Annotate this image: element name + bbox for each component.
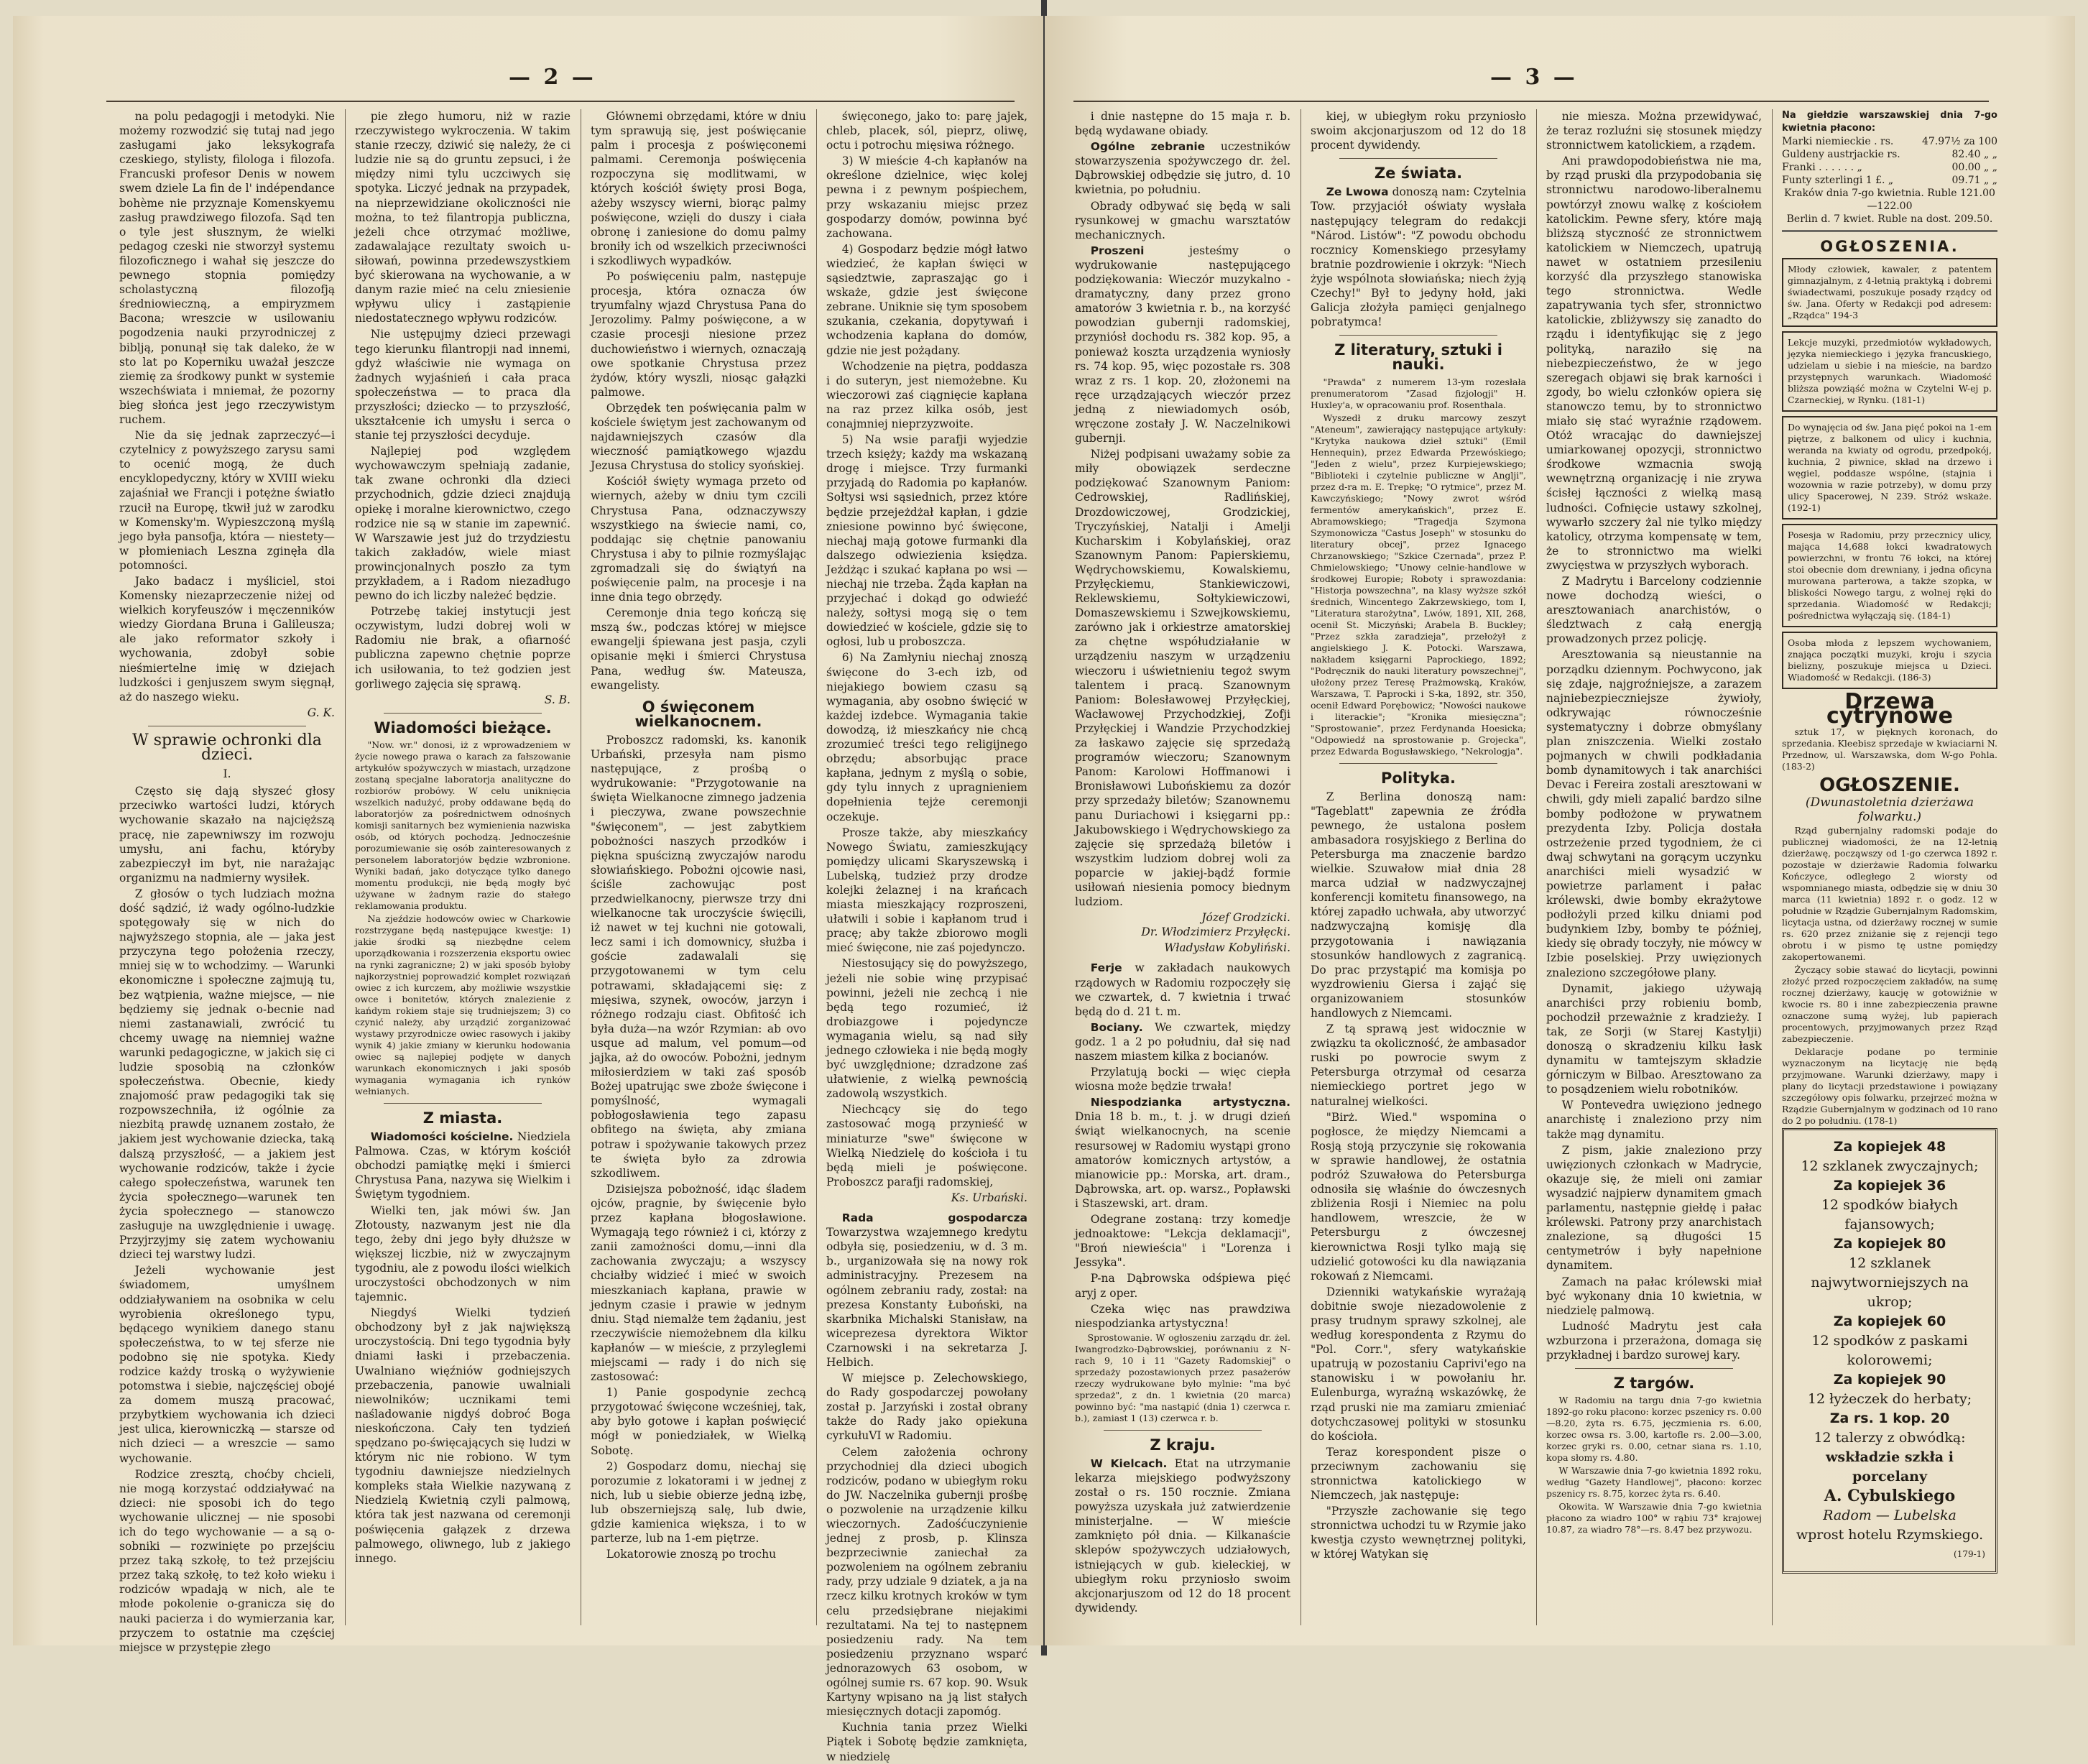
paragraph: We czwartek, między godz. 1 a 2 po południu, dał się nad naszem miastem kilka z bocianów. [1075,1020,1290,1063]
currency-label: Marki niemieckie . rs. [1782,136,1894,147]
paragraph: Dnia 18 b. m., t. j. w drugi dzień świąt wielkanocnych, na scenie resursowej w Radomiu wystąpi grono amatorów komicznych artystów, a mianowicie pp.: Morska, art. dram., Dąbrowska, art. op. warsz., Popławski i Staszewski, art. dram. [1075,1110,1290,1210]
paragraph: Dzisiejsza pobożność, idąc śladem ojców, pragnie, by święcenie było przez kapłana błogosławione. Wymagają tego również i ci, którzy z zanii zamożności domu,—inni dla zachowania zwyczaju; a wszyscy chciałby widzieć i mieć w swoich mieszkaniach kapłana, prawie w jednym czasie i prawie w jednym dniu. Stąd niemalże tem żądaniu, jest rzeczywiście niemożebnem dla kilku kapłanów — w mieście, z przyleglemi miejscami — rady i do nich się zastosować: [591,1182,806,1384]
paragraph: Niechcący się do tego zastosować mogą przynieść w miniaturze "swe" święcone w Wielką Niedzielę do kościoła i tu będą mieli je poświęcone. Proboszcz parafji radomskiej, [826,1103,1027,1188]
separator [384,713,542,714]
paragraph: 3) W mieście 4-ch kapłanów na określone dzielnice, więc kolej pewna i z pewnym pośpiechem, przy wskazaniu miejsc przez gospodarzy domów, powinna być zachowana. [826,154,1027,240]
notice-text: Deklaracje podane po terminie wyznaczonym na licytację nie będą przyjmowane. Warunki dzierżawy, mapy i plany do licytacji przedstawione i powiązany szczegółowy opis folwarku, przejrzeć można w Rządzie Gubernjalnym w godzinach od 10 rano do 2 po południu. (178-1) [1782,1045,1997,1126]
page-2 [13,16,1043,1763]
paragraph: Teraz korespondent pisze o przeciwnym zachowaniu się stronnictwa katolickiego w Niemczech, jak następuje: [1311,1445,1526,1502]
column-2 [355,109,570,1625]
exchange-row [1782,174,1997,187]
paragraph: Ani prawdopodobieństwa nie ma, by rząd pruski dla przypodobania się stronnictwu narodowo-liberalnemu powtórzył znowu walkę z kościołem katolickim. Pewne sfery, które mają bliższą styczność ze stronnictwem katolickiem w Niemczech, upatrują nawet w ostatniem przesileniu korzyść dla przyszłego stanowiska tego stronnictwa. Wedle zapatrywania tych sfer, stronnictwo katolickie, zbliżywszy się zanadto do rządu i identyfikując się z jego polityką, naraziło się na niebezpieczeństwo, że w jego szeregach objawi się brak karności i zgody, bo wielu członków opiera się stanowczo temu, by to stronnictwo miało się stać wyraźnie rządowem. Otóż wracając do dawniejszej umiarkowanej opozycji, stronnictwo środkowe wzmacnia swoją wewnętrzną organizację i nie zrywa ścisłej łączności z wielką masą ludności. Cofnięcie ustawy szkolnej, wywarło szczery żal nie tylko między katolicy, otrzyma kompensatę w tem, że to stronnictwo ma wielki zwycięstwa w przyszłych wyborach. [1546,154,1762,572]
paragraph: "Przyszłe zachowanie się tego stronnictwa uchodzi tu w Rzymie jako kwestja czysto wewnętrznej polityki, w której Watykan się [1311,1505,1526,1561]
paragraph: Rodzice zresztą, choćby chcieli, nie mogą korzystać oddziaływać na dzieci: nie sposobi ich do tego wychowanie ulicznej — nie sposobi ich do tego wychowanie — a są o-sobniki — rozwinięte po przejściu przez taką szkołę, to też przejściu przez taką szkołę, to też koło wieku i rodziców wpadają w nich, ale te młode pokolenie o-granicza się do nauki pacierza i do wymierzania kar, przyczem to ostatnie ma częściej miejsce w przystępie złego [119,1467,335,1654]
shop-address: wprost hotelu Rzymskiego. [1796,1526,1984,1543]
item-head: Ogólne zebranie [1090,140,1206,154]
column-1 [1075,109,1290,1625]
price-item: 12 talerzy z obwódką: [1814,1429,1966,1446]
item-head: Ze Lwowa [1326,185,1389,199]
price-line: Za kopiejek 60 [1833,1313,1946,1329]
page-number: — 3 — [1490,65,1578,90]
price-item: 12 spodków białych fajansowych; [1821,1196,1959,1232]
paragraph: Ceremonje dnia tego kończą się mszą św., podczas której w miejsce ewangelji śpiewana jest pasja, czyli opisanie męki i śmierci Chrystusa Pana, według św. Mateusza, ewangelisty. [591,606,806,692]
paragraph: 5) Na wsie parafji wyjedzie trzech księży; każdy ma wskazaną drogę i miejsce. Trzy furmanki przyjadą do Radomia po kapłanów. Sołtysi wsi sąsiednich, przez które będzie przejeżdżał kapłan, i gdzie zniesione powinno być święcone, niechaj mają gotowe furmanki dla dalszego odwiezienia księdza. Jeżdżąc i szukać kapłana po wsi — niechaj nie trzeba. Żąda kapłan na przyjechać i dokąd go odwieźć należy, sołtysi mogą się o tem dowiedzieć w kościele, gdzie się to ogłosi, lub u proboszcza. [826,433,1027,649]
exchange-berlin: Berlin d. 7 kwiet. Ruble na dost. 209.50. [1786,213,1993,225]
paragraph: święconego, jako to: parę jajek, chleb, placek, sól, pieprz, oliwę, octu i potrochu mięsiwa różnego. [826,110,1027,152]
paragraph: Aresztowania są nieustannie na porządku dziennym. Pochwycono, jak się zdaje, najgroźniejsze, a zarazem najniebezpieczniejsze żywioły, odkrywając równocześnie systematyczny i dobrze obmyślany plan zniszczenia. Wielki zostało pojmanych w chwili podkładania bomb dynamitowych i tak anarchiści Devac i Fereira zostali aresztowani w chwili, gdy mieli zapalić bardzo silne bomby podłożone w prywatnem prezydenta Izby. Policja dostała ostrzeżenie przed tygodniem, że ci dwaj schwytani na gorącym uczynku anarchiści mieli wysadzić w powietrze parlament i pałac królewski, dwie bomby ekrażytowe podłożyli przed kilku dniami pod budynkiem Izby, bomby te później, kiedy się obrady toczyły, nie mówcy w Izbie poselskiej. Przy uwięzionych znaleziono szczegółowe plany. [1546,648,1762,979]
item-head: Niespodzianka artystyczna. [1090,1096,1290,1109]
market-report: Okowita. W Warszawie dnia 7-go kwietnia płacono za wiadro 100° w rąbiu 73° krajowej 10.87, za wiadro 78°—rs. 8.47 bez przywozu. [1546,1501,1762,1536]
paragraph: Jeżeli wychowanie jest świadomem, umyślnem oddziaływaniem na osobnika w celu wyrobienia określonego typu, będącego wynikiem danego stanu społeczeństwa, to w tej sferze nie podobno się nie spotyka. Kiedy rodzice każdy troską o wyżywienie potomstwa i siebie, najczęściej obojé za domem muszą pracować, przybytkiem wychowania ich dzieci jest ulica, kierowniczką — starsze od nich dzieci — a wreszcie — samo wychowanie. [119,1264,335,1465]
notice-text: Rząd gubernjalny radomski podaje do publicznej wiadomości, że na 12-letnią dzierżawę, począwszy od 1-go czerwca 1892 r. pozostaje w dzierżawie Radomia folwarku Kończyce, odległego 2 wiorsty od wspomnianego miasta, odbędzie się w dniu 30 marca (11 kwietnia) 1892 r. o godz. 12 w południe w Rządzie Gubernjalnym Radomskim, licytacja ustna, od dzierżawy rocznej w sumie rs. 620 przez zniżanie się z rejencji tego obrotu i w pismo tę ustne pomiędzy zakopertowanemi. [1782,824,1997,962]
paragraph: Przylatują bocki — więc ciepła wiosna może będzie trwała! [1075,1066,1290,1094]
paragraph: Z pism, jakie znaleziono przy uwięzionych członkach w Madrycie, okazuje się, że mieli oni zamiar wysadzić najpierw dynamitem gmach parlamentu, następnie giełdę i pałac królewski. Patrony przy anarchistach znalezione, są długości 15 centymetrów i były napełnione dynamitem. [1546,1143,1762,1273]
paragraph: Z Berlina donoszą nam: "Tageblatt" zapewnia ze źródła pewnego, że ustalona posłem ambasadora rosyjskiego z Berlina do Petersburga ma znaczenie bardzo wielkie. Szuwałow miał dnia 28 marca udział w nadzwyczajnej konferencji komitetu finansowego, na której zapadło uchwała, aby utworzyć nadzwyczajną komisję dla przygotowania i nawiązania stosunków handlowych z zagranicą. Do prac przystąpić ma komisja po wyzdrowieniu Giersa i zająć się organizowaniem stosunków handlowych z Niemcami. [1311,790,1526,1020]
section-heading: Z literatury, sztuki i nauki. [1334,341,1502,374]
separator [1104,1430,1262,1431]
paragraph: kiej, w ubiegłym roku przyniosło swoim akcjonarjuszom od 12 do 18 procent dywidendy. [1311,110,1526,152]
paragraph: "Birż. Wied." wspomina o pogłosce, że między Niemcami a Rosją stoją przyczynie się rokowania w sprawie handlowej, że ostatnia podróż Szuwałowa do Petersburga odnosiła się właśnie do ówczesnych zbliżenia Rosji i Niemiec na polu handlowem, wreszcie, że w Petersburgu z ówczesnej kierownictwa Rosji tylko mają się udzielić gotowości ku dla nawiązania rokowań z Niemcami. [1311,1110,1526,1283]
exchange-krakow: Kraków dnia 7-go kwietnia. Ruble 121.00—122.00 [1784,188,1995,212]
paragraph: Wyszedł z druku marcowy zeszyt "Ateneum", zawierający następujące artykuły: "Krytyka naukowa dzieł sztuki" (Emil Hennequin), przez Edwarda Przewóskiego; "Jeden z wielu", przez Kurpiejewskiego; "Biblioteki i czytelnie publiczne w Anglji", przez d-ra m. E. Trepkę; "O rytmice", przez M. Kawczyńskiego; "Nowy zwrot wśród fermentów amerykańskich", przez E. Abramowskiego; "Tragedja Szymona Szymonowicza "Castus Joseph" w stosunku do literatury obcej", przez Ignacego Chrzanowskiego; "Szkice Czernada", przez P. Chmielowskiego; "Unowy celnie-handlowe w środkowej Europie; Roboty i sprawozdania: "Historja powszechna", na klasy wyższe szkół średnich, Wincentego Zakrzewskiego, tom I, "Literatura starożytna", Lwów, 1891, XII, 268, ocenił St. Miczyński; Arabela B. Buckley; "Przez szkła zaradzieja", przełożył z angielskiego J. K. Potocki. Warszawa, nakładem księgarni Paprockiego, 1892; "Podręcznik do nauki literatury powszechnej", ułożony przez Teresę Prażmowską, Kraków, Warszawa, T. Paprocki i S-ka, 1892, str. 350, ocenił Edward Porębowicz; "Nowości naukowe i literackie"; "Kronika miesięczna"; "Sprostowanie", przez Ferdynanda Hoesicka; "Odpowiedź na sprostowanie p. Grojecka", przez Edwarda Bogusławskiego, "Nekrologja". [1311,412,1526,757]
paragraph: Dynamit, jakiego używają anarchiści przy robieniu bomb, pochodził przeważnie z kradzieży. I tak, ze Sorji (w Starej Kastylji) donoszą o skradzeniu kilku łask dynamitu w tamtejszym składzie górniczym w Bilbao. Aresztowano za to posądzeniem wielu robotników. [1546,982,1762,1096]
exchange-row [1782,148,1997,161]
signature: G. K. [307,706,335,719]
classified-ad: Lekcje muzyki, przedmiotów wykładowych, języka niemieckiego i języka francuskiego, udzielam u siebie i na mieście, na bardzo przystępnych warunkach. Wiadomość bliższa powziąść można w Czytelni W-ej p. Czarneckiej, w Rynku. (181-1) [1782,331,1997,412]
currency-rate: 00.00 „ „ [1951,162,1997,173]
separator [384,1103,542,1104]
column-3 [1546,109,1762,1625]
exchange-head: Na giełdzie warszawskiej dnia 7-go kwietnia płacono: [1782,110,1997,134]
currency-label: Guldeny austrjackie rs. [1782,149,1900,160]
column-rule [1536,109,1537,1625]
paragraph: Etat na utrzymanie lekarza miejskiego podwyższony został o rs. 150 rocznie. Zmiana powyższa uzyskała już zatwierdzenie ministerjalne. — W mieście zamknięto pół dnia. — Kilkanaście sklepów spożywczych udziałowych, istniejących w gub. kieleckiej, w ubiegłym roku przyniosło swoim akcjonarjuszom od 12 do 18 procent dywidendy. [1075,1456,1290,1615]
section-heading: O święconem wielkanocnem. [634,698,762,730]
price-item: 12 szklanek zwyczajnych; [1801,1158,1979,1174]
price-line: Za kopiejek 48 [1833,1138,1946,1155]
paragraph: Obrady odbywać się będą w sali rysunkowej w gmachu warsztatów mechanicznych. [1075,199,1290,241]
price-item: 12 łyżeczek do herbaty; [1807,1390,1972,1407]
item-head: Proszeni [1090,244,1145,257]
news-item: Na zjeździe hodowców owiec w Charkowie rozstrzygane będą następujące kwestje: 1) jakie środki są niezbędne celem uporządkowania i rozszerzenia eksportu owiec na rynki zagraniczne; 2) w jaki sposób byłoby najkorzystniej poprowadzić komplet rozwiązań owiec z ich kurczem, aby możliwie wszystkie owce i bonitetów, których znalezienie z kańdym rokiem staje się trudniejszem; 3) co czynić należy, aby urządzić zorganizować wystawy przyrodnicze owiec rasowych i jakiby wynik 4) jakie zmiany w kierunku hodowania owiec są najlepiej podjęte w danych warunkach ekonomicznych i jaki sposób wymagania wymagania ich rynków wełnianych. [355,913,570,1096]
exchange-row [1782,135,1997,148]
ad-subtitle: (Dwunastoletnia dzierżawa folwarku.) [1805,795,1974,825]
section-heading: OGŁOSZENIA. [1820,238,1959,255]
shop-intro: wskładzie szkła i porcelany [1826,1449,1954,1484]
paragraph: Niedziela Palmowa. Czas, w którym kościół obchodzi pamiątkę męki i śmierci Chrystusa Pana, nazywa się Wielkim i Świętym tygodniem. [355,1130,570,1201]
paragraph: Lokatorowie znoszą po trochu [606,1548,777,1561]
price-line: Za kopiejek 90 [1833,1371,1946,1387]
paragraph: na polu pedagogji i metodyki. Nie możemy rozwodzić się tutaj nad jego zasługami jako leksykografa czeskiego, stylisty, filologa i filozofa. Francuski profesor Denis w nowem swem dziele La fin de l' indépendance bohème nie przyznaje Komenskyemu zasług prawdziwego filozofa. Sąd ten o tyle jest słusznym, że wielki pedagog czeski nie stworzył systemu filozoficznego i wahał się jeszcze do pewnego stopnia pomiędzy scholastyczną filozofją średniowieczną, a empiryzmem Bacona; wreszcie w usilowaniu pogodzenia nauki przyrodniczej z biblją, ponunął się tak daleko, że w sto lat po Koperniku uważał jeszcze ziemię za środkowy punkt w systemie wszechświata i mniemał, że pozorny bieg słońca jest jego rzeczywistym ruchem. [119,110,335,426]
paragraph: nie miesza. Można przewidywać, że teraz rozluźni się stosunek między stronnictwem katolickiem, a rządem. [1546,110,1762,152]
paragraph: Po poświęceniu palm, następuje procesja, która oznacza ów tryumfalny wjazd Chrystusa Pana do Jerozolimy. Palmy poświęcone, a w czasie procesji niesione przez duchowieństwo i wiernych, oznaczają owe spotkanie Chrystusa przez żydów, który wyszli, niosąc gałązki palmowe. [591,270,806,399]
column-2 [1311,109,1526,1625]
item-head: Bociany. [1090,1020,1143,1034]
separator [1575,1368,1733,1369]
paragraph: Wchodzenie na piętra, poddasza i do suteryn, jest niemożebne. Ku wieczorowi zaś ciągnięcie kapłana na raz przez kilka osób, jest conajmniej nieprzyzwoite. [826,359,1027,430]
signature: Józef Grodzicki. [1201,911,1290,925]
section-number: I. [223,767,231,781]
separator [1782,230,1997,232]
paragraph: Głównemi obrzędami, które w dniu tym sprawują się, jest poświęcanie palm i procesja z poświęconemi palmami. Ceremonja poświęcenia rozpoczyna się modlitwami, w których kościół święty prosi Boga, ażeby wszyscy wierni, biorąc palmy poświęcone, wzięli do duszy i ciała obronę i zaniesione do domu palmy broniły ich od wszelkich przeciwności i szkodliwych wypadków. [591,110,806,267]
paragraph: Nie ustępujmy dzieci przewagi tego kierunku filantropji nad innemi, gdyż właściwie nie wymaga on żadnych wyjaśnień i cała praca społeczeństwa — to praca dla przyszłości; dziecko — to przyszłość, ukształcenie ich umysłu i serca o stanie tej przyszłości decyduje. [355,328,570,443]
price-item: 12 spodków z paskami kolorowemi; [1811,1332,1968,1368]
currency-label: Funty szterlingi 1 £. „ [1782,175,1894,186]
column-rule [1772,109,1773,1625]
currency-rate: 82.40 „ „ [1951,149,1997,160]
paragraph: pie złego humoru, niż w razie rzeczywistego wykroczenia. W takim stanie rzeczy, dziwić się należy, że ci ludzie nie są do gruntu zepsuci, i że między nimi tylu uczciwych się spotyka. Liczyć jednak na przypadek, na nieprzewidziane okoliczności nie można, to też filantropja publiczna, jeżeli chce otrzymać możliwe, zadawalające rezultaty swoich u-siłowań, powinna przedewszystkiem być skierowana na wychowanie, a w danym razie mieć na celu zniesienie wpływu ulicy i zastąpienie niedostatecznego wpływu rodziców. [355,110,570,325]
classified-ad: Młody człowiek, kawaler, z patentem gimnazjalnym, z 4-letnią praktyką i dobremi świadectwami, poszukuje posady rządcy od św. Jana. Oferty w Redakcji pod adresem: „Rządca" 194-3 [1782,258,1997,327]
paragraph: W miejsce p. Zelechowskiego, do Rady gospodarczej powołany został p. Jarzyński i został obrany także do Rady jako opiekuna cyrkułuVI w Radomiu. [826,1372,1027,1443]
paragraph: Nie da się jednak zaprzeczyć—i czytelnicy z powyższego zarysu sami to ocenić mogą, że duch encyklopedyczny, który w XVIII wieku zajaśniał we Francji i potężne światło rzucił na Europę, tkwił już w zarodku w Komensky'm. Wypieszczoną myślą jego była pansofja, która — niestety—w płomieniach Leszna zginęła dla potomności. [119,429,335,572]
column-4 [826,109,1027,1763]
news-item: "Now. wr." donosi, iż z wprowadzeniem w życie nowego prawa o karach za fałszowanie artykułów spożywczych w miastach, urządzone zostaną specjalne laboratorja analityczne do rozbiorów probówy. W celu uniknięcia wszelkich nadużyć, proby oddawane będą do laboratorjów za pośrednictwem odnośnych komisji sanitarnych bez wymienienia nazwiska osób, od których pochodzą. Jednocześnie porozumiewanie się osób zainteresowanych z personelem laboratorjów będzie wzbronione. Wyniki badań, jako dotyczące tylko danego momentu produkcji, nie będą mogły być używane w żadnym razie do stałego reklamowania produktu. [355,739,570,911]
currency-rate: 09.71 „ „ [1951,175,1997,186]
paragraph: Celem założenia ochrony przychodniej dla dzieci ubogich rodziców, podano w ubiegłym roku do JW. Naczelnika gubernji prośbę o pozwolenie na urządzenie kilku wieczornych. Zadośćuczynienie jednej z prosb, p. Klinsza bezprzeciwnie zaniechał za pozwoleniem na ogólnem zebraniu rady, przy udziale 9 dziatek, a ja na rzecz kilku krotnych kroków w tym celu przedsiębrane niejakimi rezultatami. Na tej to następnem posiedzeniu rady. Na tem posiedzeniu przyznano wsparć jednorazowych 63 osobom, w ogólnej sumie rs. 67 kop. 90. Wsuk Kartyny wpisano na ją list stałych miesięcznych dotacji zapomóg. [826,1445,1027,1719]
paragraph: Potrzebę takiej instytucji jest oczywistym, ludzi dobrej woli w Radomiu nie brak, a ofiarność publiczna zapewno chętnie poprze ich usiłowania, to też godzien jest gorliwego zajęcia się sprawą. [355,605,570,691]
paragraph: P-na Dąbrowska odśpiewa pięć aryj z oper. [1075,1272,1290,1300]
column-rule [345,109,346,1625]
item-head: Rada gospodarcza [841,1211,1027,1225]
classified-ad: Osoba młoda z lepszem wychowaniem, znająca początki muzyki, kroju i szycia bielizny, poszukuje miejsca u Dzieci. Wiadomość w Redakcji. (186-3) [1782,632,1997,689]
column-4 [1782,109,1997,1625]
price-line: Za rs. 1 kop. 20 [1829,1410,1950,1426]
separator [1339,335,1497,336]
section-heading: Ze świata. [1374,165,1463,183]
page-3 [1045,16,2075,1645]
paragraph: Niżej podpisani uważamy sobie za miły obowiązek serdeczne podziękować Szanownym Paniom: Cedrowskiej, Radlińskiej, Drozdowiczowej, Grodzickiej, Tryczyńskiej, Natalji i Amelji Kucharskim i Kobylańskiej, oraz Szanownym Panom: Papierskiemu, Wędrychowskiemu, Kowalskiemu, Przyłęckiemu, Stankiewiczowi, Reklewskiemu, Sołtykiewiczowi, Domaszewskiemu i Szwejkowskiemu, zarówno jak i orkiestrze amatorskiej za chętne współudziałanie w urządzeniu naszym w urządzeniu wieczoru i uświetnieniu tegoż swym talentem i pracą. Szanownym Paniom: Bolesławowej Przyłęckiej, Wacławowej Przychodzkiej, Zofji Przyłęckiej i Wandzie Przychodzkiej za łaskawo zajęcie się sprzedażą programów wieczoru; Szanownym Panom: Karolowi Hoffmanowi i Bronisławowi Lubońskiemu za dozór przy sprzedaży biletów; Szanownemu panu Duriachowi i księgarni pp.: Jakubowskiego i Wędrychowskiego za zajęcie się sprzedażą biletów i wszystkim ludziom dobrej woli za poparcie w jakiej-bądź formie usiłowań niesienia pomocy biednym ludziom. [1075,448,1290,909]
paragraph: W Pontevedra uwięziono jednego anarchistę i znaleziono przy nim także mąg dynamitu. [1546,1099,1762,1141]
paragraph: 2) Gospodarz domu, niechaj się porozumie z lokatorami i w jednej z nich, lub u siebie obierze jedną izbę, lub obszerniejszą salę, lub dwie, gdzie kamienica większa, i to w parterze, lub na 1-em piętrze. [591,1459,806,1546]
column-1 [119,109,335,1654]
ad-headline: Drzewa cytrynowe [1826,689,1954,729]
item-head: Wiadomości kościelne. [370,1130,514,1144]
paragraph: Towarzystwa wzajemnego kredytu odbyła się, posiedzeniu, w d. 3 m. b., urganizowała się na nowy rok administracyjny. Prezesem na ogólnem zebraniu rady, został: na prezesa Konstanty Łuboński, na skarbnika Michalski Stanisław, na wiceprezesa dyrektora Wiktor Czarnowski i na sekretarza J. Helbich. [826,1226,1027,1369]
classified-ad: Posesja w Radomiu, przy przecznicy ulicy, mająca 14,688 łokci kwadratowych powierzchni, w frontu 76 łokci, na której stoi obecnie dom drewniany, i jedna oficyna murowana parterowa, a także szopka, w bliskości Nowego targu, z wolnej ręki do sprzedania. Wiadomość w Redakcji; pośrednictwa wyłączają się. (184-1) [1782,524,1997,627]
paragraph: Obrzędek ten poświęcania palm w kościele świętym jest zachowanym od najdawniejszych czasów dla wieczność pamiątkowego wjazdu Jezusa Chrystusa do stolicy syońskiej. [591,401,806,473]
paragraph: Najlepiej pod względem wychowawczym spełniają zadanie, tak zwane ochronki dla dzieci przychodnich, gdzie dzieci znajdują opiekę i moralne kierownictwo, czego rodzice nie są w stanie im zapewnić. W Warszawie jest już do trzydziestu takich zakładów, wiele miast prowincjonalnych poszło za tym przykładem, a i Radom niezadługo pewno do ich liczby należeć będzie. [355,445,570,603]
paragraph: uczestników stowarzyszenia spożywczego dr. żel. Dąbrowskiej odbędzie się jutro, d. 10 kwietnia, po południu. [1075,140,1290,197]
market-report: W Radomiu na targu dnia 7-go kwietnia 1892-go roku płacono: korzec pszenicy rs. 0.00—8.20, żyta rs. 6.75, jęczmienia rs. 6.00, korzec owsa rs. 3.00, kartofle rs. 2.00—3.00, korzec gryki rs. 0.00, cetnar siana rs. 1.10, kopa słomy rs. 4.80. [1546,1395,1762,1464]
signature: Dr. Włodzimierz Przyłęcki. [1141,925,1290,939]
paragraph: jesteśmy o wydrukowanie następującego podziękowania: Wieczór muzykalno - dramatyczny, dany przez grono amatorów 3 kwietnia r. b., na korzyść powodzian gubernji radomskiej, przyniósł dochodu rs. 382 kop. 95, a ponieważ koszta urządzenia wyniosły rs. 74 kop. 95, więc pozostałe rs. 308 wraz z rs. 1 kop. 20, złożonemi na ręce urządzających wieczór przez jedną z niewiadomych osób, wręczone zostały J. W. Naczelnikowi gubernji. [1075,244,1290,445]
paragraph: i dnie następne do 15 maja r. b. będą wydawane obiady. [1075,110,1290,138]
paragraph: Niestosujący się do powyższego, jeżeli nie sobie winę przypisać powinni, jeżeli nie zechcą i nie będą tego rozumieć, iż drobiazgowe i pojedyncze wymagania wielu, są nad siły jednego człowieka i nie będą mogły być uwzględnione; dzradzone zaś ułatwienie, z wielką pewnością zadowolą wszystkich. [826,957,1027,1101]
item-head: W Kielcach. [1090,1456,1168,1470]
signature: S. B. [544,693,570,706]
paragraph: Ludność Madrytu jest cała wzburzona i przerażona, domaga się przykładnej i bardzo surowej kary. [1546,1319,1762,1362]
section-heading: W sprawie ochronki dla dzieci. [132,731,322,765]
classified-ad: sztuk 17, w pięknych koronach, do sprzedania. Kleebisz sprzedaje w kwiaciarni N. Przednow, ul. Warszawska, dom W-go Pohla. (183-2) [1782,726,1997,772]
correction-notice: Sprostowanie. W ogłoszeniu zarządu dr. żel. Iwangrodzko-Dąbrowskiej, porównaniu z N-rach 9, 10 i 11 "Gazety Radomskiej" o sprzedaży pozostawionych przez pasażerów rzeczy wydrukowane było mylnie: "ma być sprzedaż", z dn. 1 kwietnia (20 marca) powinno być: "ma nastąpić (dnia 1) czerwca r. b.), zamiast 1 (13) czerwca r. b. [1075,1331,1290,1423]
paragraph: Kościół święty wymaga przeto od wiernych, ażeby w dniu tym czcili Chrystusa Pana, odznaczywszy wszystkiego na świecie nami, co, poddając się chętnie panowaniu Chrystusa i aby to pilnie rozmyślając zgromadzali się do świątyń na poświęcenie palm, na procesje i na inne dnia tego obrzędy. [591,475,806,604]
shop-city: Radom — Lubelska [1823,1507,1957,1523]
signature: Władysław Kobyliński. [1164,941,1290,955]
market-report: W Warszawie dnia 7-go kwietnia 1892 roku, według "Gazety Handlowej", płacono: korzec pszenicy rs. 8.75, korzec żyta rs. 6.40. [1546,1465,1762,1500]
ad-headline: OGŁOSZENIE. [1819,775,1960,797]
header-rule [1073,101,1989,102]
paragraph: 4) Gospodarz będzie mógł łatwo wiedzieć, że kapłan święci w sąsiedztwie, zapraszając go i wskaże, gdzie jest święcone zebrane. Uniknie się tym sposobem szukania, czekania, dopytywań i wchodzenia kapłana do domów, gdzie nie jest pożądany. [826,242,1027,357]
currency-rate: 47.97½ za 100 [1922,136,1997,147]
paragraph: Jako badacz i myśliciel, stoi Komensky niezaprzeczenie niżej od wielkich koryfeuszów i męczenników wiedzy Giordana Bruna i Galileusza; ale jako reformator szkoły i wychowania, zdobył sobie nieśmiertelne imię w dziejach ludzkości i genjuszem swym sięgnął, aż do naszego wieku. [119,575,335,703]
paragraph: Czeka więc nas prawdziwa niespodzianka artystyczna! [1075,1302,1290,1330]
paragraph: Odegrane zostaną: trzy komedje jednoaktowe: "Lekcja deklamacji", "Broń niewieścia" i "Lorenza i Jessyka". [1075,1213,1290,1270]
price-line: Za kopiejek 36 [1833,1177,1946,1193]
paragraph: 1) Panie gospodynie zechcą przygotować święcone wcześniej, tak, aby było gotowe i kapłan poświęcić mógł w poniedziałek, w Wielką Sobotę. [591,1386,806,1457]
column-3 [591,109,806,1625]
notice-text: Życzący sobie stawać do licytacji, powinni złożyć przed rozpoczęciem zakładów, na sumę rocznej dzierżawy, kaucję w gotowiźnie w kwocie rs. 80 i inne zabezpieczenia prawne oznaczone sumą wyżej, lub papierach procentowych, przyjmowanych przez Rząd zabezpieczenie. [1782,964,1997,1044]
section-heading: Polityka. [1380,769,1456,787]
paragraph: Prosze także, aby mieszkańcy Nowego Światu, zamieszkujący pomiędzy ulicami Skaryszewską i Lubelską, tudzież przy drodze kolejki żelaznej i na krańcach miasta mieszkający rozproszeni, ułatwili i sobie i kapłanom trud i pracę; aby także zbiorowo mogli mieć święcone, nie zaś pojedynczo. [826,826,1027,955]
price-item: 12 szklanek najwytworniejszych na ukrop; [1811,1255,1969,1310]
paragraph: Dzienniki watykańskie wyrażają dobitnie swoje niezadowolenie z prasy trudnym sprawy szkolnej, ale według korespondenta z Rzymu do "Pol. Corr.", sfery watykańskie upatrują w pozostaniu Caprivi'ego na stanowisku i w powołaniu hr. Eulenburga, wyraźną wskazówkę, że rząd pruski nie ma zamiaru zmieniać dotychczasowej polityki w stosunku do kościoła. [1311,1285,1526,1443]
shop-advert [1782,1128,1997,1574]
shop-name: A. Cybulskiego [1824,1486,1956,1505]
paragraph: Wielki ten, jak mówi św. Jan Złotousty, nazwanym jest nie dla tego, żeby dni jego były dłuższe w większej liczbie, niż w zwyczajnym tygodniu, ale z powodu ilości wielkich uroczystości obchodzonych w nim tajemnic. [355,1204,570,1304]
paragraph: Często się dają słyszeć głosy przeciwko wartości ludzi, których wychowanie skazało na najcięższą pracę, nie zapewniwszy im rozwoju umysłu, ani fachu, któryby zabezpieczył im byt, nie narażając organizmu na nadmierny wysiłek. [119,785,335,885]
exchange-row [1782,161,1997,174]
section-heading: Z miasta. [422,1109,503,1127]
section-heading: Z kraju. [1150,1436,1216,1454]
item-head: Ferje [1090,961,1122,975]
classified-ad: Do wynajęcia od św. Jana pięć pokoi na 1-em piętrze, z balkonem od ulicy i kuchnia, weranda na kwiaty od ogrodu, przedpokój, kuchnia, 2 piwnice, skład na drzewo i węgiel, poddasze wspólne, (stajnia i wozownia w razie potrzeby), w domu przy ulicy Spacerowej, N 239. Stróż wskaże. (192-1) [1782,416,1997,519]
section-heading: Z targów. [1613,1375,1695,1393]
header-rule [106,101,1015,102]
separator [1339,158,1497,159]
separator [1339,763,1497,764]
ad-number: (179-1) [1954,1548,1985,1559]
paragraph: 6) Na Zamłyniu niechaj znoszą święcone do 3-ech izb, od niejakiego bowiem czasu są wymagania, aby osobno święcić w każdej izdebce. Wymagania takie dowodzą, iż mieszkańcy nie chcą zrozumieć treści tego religijnego obrzędu; absorbując prace kapłana, jednym z myślą o sobie, gdy tylu innych z upragnieniem dopełnienia tejże ceremonji oczekuje. [826,651,1027,823]
currency-label: Franki . . . . . . „ [1782,162,1862,173]
paragraph: w zakładach naukowych rządowych w Radomiu rozpoczęły się we czwartek, d. 7 kwietnia i trwać będą do d. 21 t. m. [1075,961,1290,1018]
signature: Ks. Urbański. [951,1191,1027,1204]
section-heading: Wiadomości bieżące. [374,719,552,736]
paragraph: Z tą sprawą jest widocznie w związku ta okoliczność, że ambasador ruski po powrocie swym z Petersburga otrzymał od cesarza niemieckiego portret jego w naturalnej wielkości. [1311,1022,1526,1108]
exchange-rates [1782,109,1997,226]
paragraph: Z Madrytu i Barcelony codziennie nowe dochodzą wieści, o aresztowaniach anarchistów, o śledztwach z całą energją prowadzonych przez policję. [1546,575,1762,646]
paragraph: Kuchnia tania przez Wielki Piątek i Sobotę będzie zamknięta, w niedzielę [826,1721,1027,1763]
page-number: — 2 — [509,65,596,90]
paragraph: Niegdyś Wielki tydzień obchodzony był z jak największą uroczystością. Dni tego tygodnia były dniami łaski i przebaczenia. Uwalniano więźniów godniejszych przebaczenia, panowie uwalniali niewolników; ucznikami temi naśladowanie nigdyś dobroć Boga nieskończona. Cały ten tydzień spędzano po-święcających się ludzi w którym nic nie robiono. W tym tygodniu dawniejsze niedzielnych kompleks stała Wielkie nazywaną z Niedzielą Kwietnią czyli palmową, która tak jest nazwana od ceremonji poświęcenia gałązek z drzewa palmowego, oliwnego, lub z jakiego innego. [355,1306,570,1565]
paragraph: Proboszcz radomski, ks. kanonik Urbański, przesyła nam pismo następujące, z prośbą o wydrukowanie: "Przygotowanie na święta Wielkanocne zimnego jadzenia i pieczywa, zwane powszechnie "święconem", — jest zabytkiem pobożności naszych przodków i piękna spuścizną zwyczajów narodu słowiańskiego. Pobożni ojcowie nasi, ściśle zachowując post przedwielkanocny, pierwsze trzy dni wielkanocne tak uroczyście święcili, iż nawet w tej kuchni nie gotowali, lecz sami i ich domownicy, służba i goście zadawalali się przygotowanemi w tym celu potrawami, składającemi się: z mięsiwa, szynek, owoców, jarzyn i różnego rodzaju ciast. Obfitość ich była duża—na wzór Rzymian: ab ovo usque ad malum, vel pomum—od jajka, aż do owoców. Pobożni, jednym miłosierdziem w taki zaś sposób Bożej upatrując swe zboże święcone i pomyślność, wymagali pobłogosławienia tego zapasu obfitego na święta, aby zmiana potraw i spożywanie takowych przez te święta było za zdrowia szkodliwem. [591,733,806,1180]
paragraph: Z głosów o tych ludziach można dość sądzić, iż wady ogólno-ludzkie spotęgowały się w nich do najwyższego stopnia, ale — jaka jest przyczyna tego położenia rzeczy, mniej się w to wchodzimy. — Warunki ekonomiczne i społeczne zajmują tu, bez wątpienia, ważne miejsce, — nie będziemy się jednak o-becnie nad niemi zastanawiali, zwrócić tu chcemy uwagę na niemniej ważne warunki pedagogiczne, w jakich się ci ludzie sposobią na członków społeczeństwa. Obecnie, kiedy znajomość praw pedagogiki tak się rozpowszechniła, iż ogólnie za niezbitą prawdę uznanem zostało, że jakiem jest wychowanie dziecka, taką dalszą przyszłość, — a jakiem jest wychowanie rodziców, także i życie całego społeczeństwa, warunek ten życia społecznego—warunek ten życia społecznego — stanowczo zasługuje na uwzględnienie i uwagę. Przyjrzyjmy się zatem wychowaniu dzieci tej warstwy ludzi. [119,887,335,1262]
paragraph: "Prawda" z numerem 13-ym rozesłała prenumeratorom "Zasad fizjologji" H. Huxley'a, w opracowaniu prof. Rosenthala. [1311,376,1526,410]
paragraph: Zamach na pałac królewski miał być wykonany dnia 10 kwietnia, w niedzielę palmową. [1546,1275,1762,1317]
paragraph: donoszą nam: Czytelnia Tow. przyjaciół oświaty wysłała następujący telegram do redakcji "Národ. Listów": "Z powodu obchodu rocznicy Komenskiego przesyłamy bratnie pozdrowienie i okrzyk: "Niech żyje wspólnota słowiańska; niech żyją Czechy!" Był to jedyny hołd, jaki Galicja złożyła pamięci genjalnego pobratymca! [1311,185,1526,329]
price-line: Za kopiejek 80 [1833,1235,1946,1252]
column-rule [816,109,817,1625]
